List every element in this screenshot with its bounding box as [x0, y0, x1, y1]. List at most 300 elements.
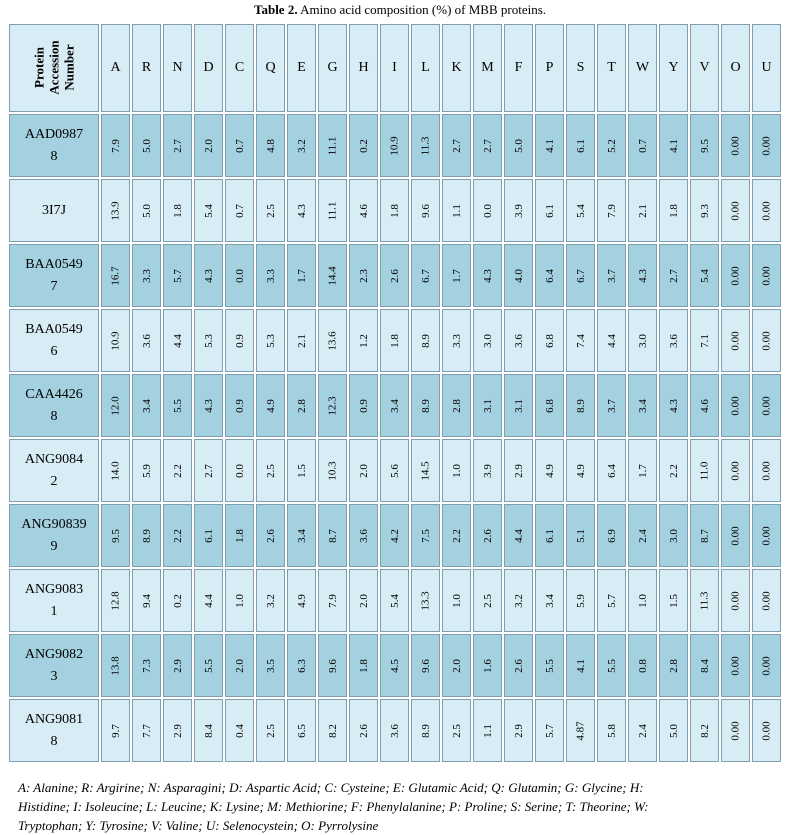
- composition-cell: [721, 179, 750, 242]
- composition-cell: [163, 374, 192, 437]
- composition-value: 7.9: [109, 138, 122, 153]
- composition-cell: [504, 634, 533, 697]
- composition-cell: [597, 699, 626, 762]
- composition-cell: [752, 114, 781, 177]
- composition-value: 2.7: [450, 138, 463, 153]
- composition-value: 2.6: [357, 723, 370, 738]
- composition-cell: [442, 569, 471, 632]
- composition-cell: [318, 634, 347, 697]
- composition-value: 4.9: [295, 593, 308, 608]
- table-row: [9, 699, 781, 762]
- composition-value: 2.0: [202, 138, 215, 153]
- accession-number: 3I7J: [41, 202, 67, 218]
- composition-value: 0.9: [357, 398, 370, 413]
- composition-value: 2.8: [295, 398, 308, 413]
- amino-acid-header: N: [163, 24, 192, 112]
- composition-cell: [659, 634, 688, 697]
- composition-cell: [194, 114, 223, 177]
- composition-cell: [380, 699, 409, 762]
- composition-value: 2.4: [636, 528, 649, 543]
- composition-value: 7.9: [326, 593, 339, 608]
- composition-value: 1.8: [171, 203, 184, 218]
- table-row: [9, 569, 781, 632]
- composition-cell: [287, 439, 316, 502]
- composition-cell: [566, 374, 595, 437]
- composition-cell: [752, 374, 781, 437]
- caption-text: Amino acid composition (%) of MBB proteins.: [300, 2, 547, 17]
- composition-value: 5.7: [171, 268, 184, 283]
- accession-number-suffix: 3: [50, 668, 58, 684]
- composition-cell: [628, 114, 657, 177]
- composition-value: 3.0: [636, 333, 649, 348]
- composition-value: 4.9: [543, 463, 556, 478]
- composition-value: 0.00: [760, 135, 773, 156]
- composition-cell: [473, 179, 502, 242]
- composition-value: 2.5: [264, 203, 277, 218]
- composition-value: 11.3: [698, 591, 711, 610]
- composition-cell: [225, 374, 254, 437]
- amino-acid-header: R: [132, 24, 161, 112]
- composition-cell: [318, 699, 347, 762]
- accession-number-suffix: 7: [50, 278, 58, 294]
- composition-cell: [690, 114, 719, 177]
- accession-cell: [9, 309, 99, 372]
- composition-value: 1.8: [667, 203, 680, 218]
- composition-cell: [473, 634, 502, 697]
- composition-cell: [287, 699, 316, 762]
- composition-value: 0.2: [171, 593, 184, 608]
- composition-value: 1.8: [388, 203, 401, 218]
- composition-cell: [101, 309, 130, 372]
- composition-value: 5.6: [388, 463, 401, 478]
- composition-cell: [225, 309, 254, 372]
- amino-acid-header: C: [225, 24, 254, 112]
- composition-cell: [628, 309, 657, 372]
- caption-label: Table 2.: [253, 2, 298, 17]
- composition-cell: [690, 439, 719, 502]
- composition-value: 1.1: [481, 723, 494, 738]
- footnote-line: Tryptophan; Y: Tyrosine; V: Valine; U: Selenocystein; O: Pyrrolysine: [18, 818, 379, 833]
- composition-value: 5.4: [202, 203, 215, 218]
- composition-value: 3.0: [667, 528, 680, 543]
- amino-acid-header: V: [690, 24, 719, 112]
- composition-value: 3.7: [605, 268, 618, 283]
- composition-value: 3.4: [295, 528, 308, 543]
- composition-value: 6.7: [574, 268, 587, 283]
- composition-value: 0.0: [481, 203, 494, 218]
- composition-cell: [380, 309, 409, 372]
- composition-cell: [690, 309, 719, 372]
- composition-value: 4.4: [605, 333, 618, 348]
- table-row: [9, 114, 781, 177]
- composition-cell: [132, 179, 161, 242]
- composition-value: 2.5: [264, 723, 277, 738]
- composition-value: 9.6: [419, 658, 432, 673]
- composition-value: 2.3: [357, 268, 370, 283]
- composition-value: 0.00: [729, 265, 742, 286]
- composition-cell: [132, 374, 161, 437]
- composition-cell: [318, 374, 347, 437]
- composition-value: 0.00: [729, 460, 742, 481]
- composition-cell: [194, 634, 223, 697]
- composition-cell: [721, 569, 750, 632]
- composition-value: 6.4: [543, 268, 556, 283]
- composition-value: 3.3: [264, 268, 277, 283]
- composition-cell: [721, 374, 750, 437]
- composition-cell: [101, 374, 130, 437]
- composition-cell: [752, 439, 781, 502]
- amino-acid-header: T: [597, 24, 626, 112]
- composition-cell: [566, 634, 595, 697]
- composition-value: 8.2: [698, 723, 711, 738]
- composition-value: 5.0: [512, 138, 525, 153]
- composition-value: 14.0: [109, 460, 122, 481]
- composition-cell: [504, 699, 533, 762]
- accession-number-suffix: 6: [50, 343, 58, 359]
- composition-cell: [597, 244, 626, 307]
- composition-value: 5.3: [202, 333, 215, 348]
- composition-cell: [132, 439, 161, 502]
- composition-value: 11.3: [419, 136, 432, 155]
- composition-cell: [318, 244, 347, 307]
- composition-cell: [349, 504, 378, 567]
- composition-cell: [256, 114, 285, 177]
- composition-value: 2.9: [171, 723, 184, 738]
- amino-acid-header: M: [473, 24, 502, 112]
- composition-cell: [101, 439, 130, 502]
- accession-header-line: Accession: [46, 39, 62, 95]
- composition-value: 0.00: [760, 525, 773, 546]
- composition-value: 5.5: [171, 398, 184, 413]
- composition-cell: [597, 504, 626, 567]
- composition-cell: [752, 569, 781, 632]
- composition-value: 5.9: [140, 463, 153, 478]
- composition-value: 0.7: [636, 138, 649, 153]
- composition-value: 3.2: [295, 138, 308, 153]
- composition-value: 13.9: [109, 200, 122, 221]
- composition-cell: [752, 504, 781, 567]
- composition-cell: [442, 699, 471, 762]
- composition-cell: [659, 439, 688, 502]
- composition-cell: [163, 244, 192, 307]
- table-body: [9, 114, 781, 762]
- composition-value: 4.3: [636, 268, 649, 283]
- composition-cell: [194, 244, 223, 307]
- composition-value: 3.4: [543, 593, 556, 608]
- composition-value: 3.6: [512, 333, 525, 348]
- composition-cell: [101, 244, 130, 307]
- composition-value: 13.6: [326, 330, 339, 351]
- composition-value: 4.4: [512, 528, 525, 543]
- composition-value: 1.5: [295, 463, 308, 478]
- composition-value: 5.5: [605, 658, 618, 673]
- composition-cell: [349, 699, 378, 762]
- composition-value: 12.8: [109, 590, 122, 611]
- composition-cell: [256, 569, 285, 632]
- composition-value: 7.7: [140, 723, 153, 738]
- amino-acid-header: Q: [256, 24, 285, 112]
- composition-cell: [442, 179, 471, 242]
- composition-value: 2.0: [357, 463, 370, 478]
- composition-cell: [256, 634, 285, 697]
- composition-cell: [411, 114, 440, 177]
- composition-value: 3.4: [636, 398, 649, 413]
- composition-cell: [659, 699, 688, 762]
- accession-cell: [9, 504, 99, 567]
- composition-value: 5.2: [605, 138, 618, 153]
- composition-value: 3.9: [512, 203, 525, 218]
- composition-cell: [535, 309, 564, 372]
- composition-cell: [256, 374, 285, 437]
- composition-cell: [752, 179, 781, 242]
- accession-cell: [9, 374, 99, 437]
- composition-cell: [411, 179, 440, 242]
- composition-cell: [628, 244, 657, 307]
- composition-cell: [504, 244, 533, 307]
- composition-cell: [225, 504, 254, 567]
- composition-cell: [132, 504, 161, 567]
- composition-cell: [349, 569, 378, 632]
- composition-cell: [349, 114, 378, 177]
- composition-value: 1.5: [667, 593, 680, 608]
- composition-value: 4.3: [481, 268, 494, 283]
- composition-value: 1.6: [481, 658, 494, 673]
- composition-cell: [597, 309, 626, 372]
- composition-value: 5.1: [574, 528, 587, 543]
- accession-number: BAA0549: [25, 321, 83, 337]
- amino-acid-header: K: [442, 24, 471, 112]
- composition-value: 5.0: [140, 203, 153, 218]
- composition-cell: [535, 114, 564, 177]
- composition-value: 6.1: [574, 138, 587, 153]
- composition-cell: [163, 179, 192, 242]
- composition-value: 0.00: [760, 590, 773, 611]
- composition-value: 11.1: [326, 201, 339, 220]
- composition-cell: [690, 634, 719, 697]
- accession-number-suffix: 1: [50, 603, 58, 619]
- composition-value: 4.4: [202, 593, 215, 608]
- composition-value: 4.1: [667, 138, 680, 153]
- accession-number: ANG9083: [24, 581, 84, 597]
- composition-cell: [380, 439, 409, 502]
- composition-cell: [132, 569, 161, 632]
- composition-value: 4.1: [543, 138, 556, 153]
- composition-value: 4.2: [388, 528, 401, 543]
- composition-cell: [132, 309, 161, 372]
- composition-cell: [628, 699, 657, 762]
- composition-cell: [194, 179, 223, 242]
- composition-value: 0.7: [233, 203, 246, 218]
- composition-cell: [628, 569, 657, 632]
- composition-cell: [225, 634, 254, 697]
- composition-cell: [163, 634, 192, 697]
- composition-cell: [628, 504, 657, 567]
- composition-value: 2.6: [481, 528, 494, 543]
- composition-value: 4.5: [388, 658, 401, 673]
- composition-value: 6.9: [605, 528, 618, 543]
- composition-cell: [163, 439, 192, 502]
- composition-value: 2.5: [264, 463, 277, 478]
- composition-cell: [690, 699, 719, 762]
- accession-number: BAA0549: [25, 256, 83, 272]
- composition-cell: [225, 699, 254, 762]
- composition-value: 1.7: [450, 268, 463, 283]
- composition-cell: [690, 374, 719, 437]
- composition-cell: [318, 179, 347, 242]
- composition-value: 13.8: [109, 655, 122, 676]
- composition-value: 6.1: [202, 528, 215, 543]
- composition-value: 6.8: [543, 333, 556, 348]
- accession-number-suffix: 8: [50, 408, 58, 424]
- composition-cell: [566, 114, 595, 177]
- composition-value: 3.4: [388, 398, 401, 413]
- composition-cell: [535, 244, 564, 307]
- composition-cell: [535, 504, 564, 567]
- composition-value: 9.6: [326, 658, 339, 673]
- composition-value: 0.00: [760, 395, 773, 416]
- composition-value: 4.3: [667, 398, 680, 413]
- accession-cell: [9, 244, 99, 307]
- composition-value: 7.3: [140, 658, 153, 673]
- composition-value: 0.9: [233, 398, 246, 413]
- composition-value: 0.2: [357, 138, 370, 153]
- amino-acid-header: F: [504, 24, 533, 112]
- composition-value: 2.7: [202, 463, 215, 478]
- amino-acid-header: U: [752, 24, 781, 112]
- composition-value: 3.2: [512, 593, 525, 608]
- composition-value: 2.1: [295, 333, 308, 348]
- composition-value: 0.00: [729, 525, 742, 546]
- accession-cell: [9, 114, 99, 177]
- composition-value: 0.0: [233, 463, 246, 478]
- composition-value: 10.9: [388, 135, 401, 156]
- composition-cell: [597, 634, 626, 697]
- composition-value: 5.3: [264, 333, 277, 348]
- composition-value: 7.9: [605, 203, 618, 218]
- composition-cell: [101, 634, 130, 697]
- accession-number-suffix: 8: [50, 148, 58, 164]
- accession-number: ANG9082: [24, 646, 84, 662]
- composition-value: 2.4: [636, 723, 649, 738]
- composition-cell: [256, 244, 285, 307]
- composition-value: 5.7: [605, 593, 618, 608]
- composition-value: 0.00: [729, 330, 742, 351]
- composition-cell: [225, 179, 254, 242]
- composition-cell: [349, 179, 378, 242]
- composition-cell: [659, 114, 688, 177]
- composition-cell: [163, 504, 192, 567]
- composition-value: 0.00: [760, 460, 773, 481]
- composition-cell: [101, 504, 130, 567]
- composition-cell: [659, 309, 688, 372]
- composition-cell: [504, 309, 533, 372]
- accession-number-suffix: 9: [50, 538, 58, 554]
- composition-cell: [566, 244, 595, 307]
- composition-value: 3.0: [481, 333, 494, 348]
- composition-cell: [721, 114, 750, 177]
- composition-value: 1.7: [636, 463, 649, 478]
- composition-value: 9.6: [419, 203, 432, 218]
- composition-cell: [752, 309, 781, 372]
- composition-cell: [380, 374, 409, 437]
- composition-cell: [442, 439, 471, 502]
- composition-cell: [535, 569, 564, 632]
- composition-value: 2.0: [357, 593, 370, 608]
- composition-value: 4.9: [264, 398, 277, 413]
- composition-value: 9.7: [109, 723, 122, 738]
- composition-cell: [349, 309, 378, 372]
- composition-value: 8.4: [698, 658, 711, 673]
- composition-value: 2.2: [171, 463, 184, 478]
- composition-cell: [628, 179, 657, 242]
- composition-cell: [318, 439, 347, 502]
- table-row: [9, 309, 781, 372]
- composition-cell: [380, 569, 409, 632]
- composition-cell: [256, 309, 285, 372]
- composition-value: 0.00: [760, 720, 773, 741]
- composition-value: 6.3: [295, 658, 308, 673]
- composition-value: 12.3: [326, 395, 339, 416]
- composition-cell: [318, 569, 347, 632]
- composition-value: 8.2: [326, 723, 339, 738]
- composition-cell: [287, 114, 316, 177]
- composition-cell: [287, 179, 316, 242]
- amino-acid-header: H: [349, 24, 378, 112]
- composition-value: 7.5: [419, 528, 432, 543]
- composition-cell: [194, 309, 223, 372]
- composition-cell: [101, 699, 130, 762]
- composition-value: 1.8: [357, 658, 370, 673]
- composition-value: 2.8: [450, 398, 463, 413]
- composition-cell: [659, 179, 688, 242]
- composition-cell: [411, 569, 440, 632]
- composition-cell: [504, 114, 533, 177]
- composition-value: 0.7: [233, 138, 246, 153]
- composition-cell: [194, 504, 223, 567]
- composition-cell: [132, 244, 161, 307]
- composition-cell: [504, 439, 533, 502]
- table-row: [9, 634, 781, 697]
- composition-value: 12.0: [109, 395, 122, 416]
- composition-value: 9.3: [698, 203, 711, 218]
- composition-cell: [628, 374, 657, 437]
- composition-cell: [380, 244, 409, 307]
- composition-cell: [442, 504, 471, 567]
- composition-cell: [721, 634, 750, 697]
- composition-cell: [194, 569, 223, 632]
- composition-value: 2.7: [667, 268, 680, 283]
- composition-cell: [318, 114, 347, 177]
- composition-cell: [287, 244, 316, 307]
- composition-value: 2.2: [450, 528, 463, 543]
- accession-number: AAD0987: [24, 126, 84, 142]
- footnote: [18, 778, 788, 835]
- composition-cell: [256, 504, 285, 567]
- composition-cell: [380, 114, 409, 177]
- accession-number: ANG9081: [24, 711, 84, 727]
- composition-cell: [473, 374, 502, 437]
- amino-acid-header: E: [287, 24, 316, 112]
- composition-value: 8.9: [574, 398, 587, 413]
- composition-value: 8.9: [419, 398, 432, 413]
- composition-value: 2.9: [512, 723, 525, 738]
- composition-value: 1.2: [357, 333, 370, 348]
- composition-cell: [411, 634, 440, 697]
- composition-value: 5.9: [574, 593, 587, 608]
- composition-value: 3.9: [481, 463, 494, 478]
- composition-cell: [194, 699, 223, 762]
- composition-cell: [721, 309, 750, 372]
